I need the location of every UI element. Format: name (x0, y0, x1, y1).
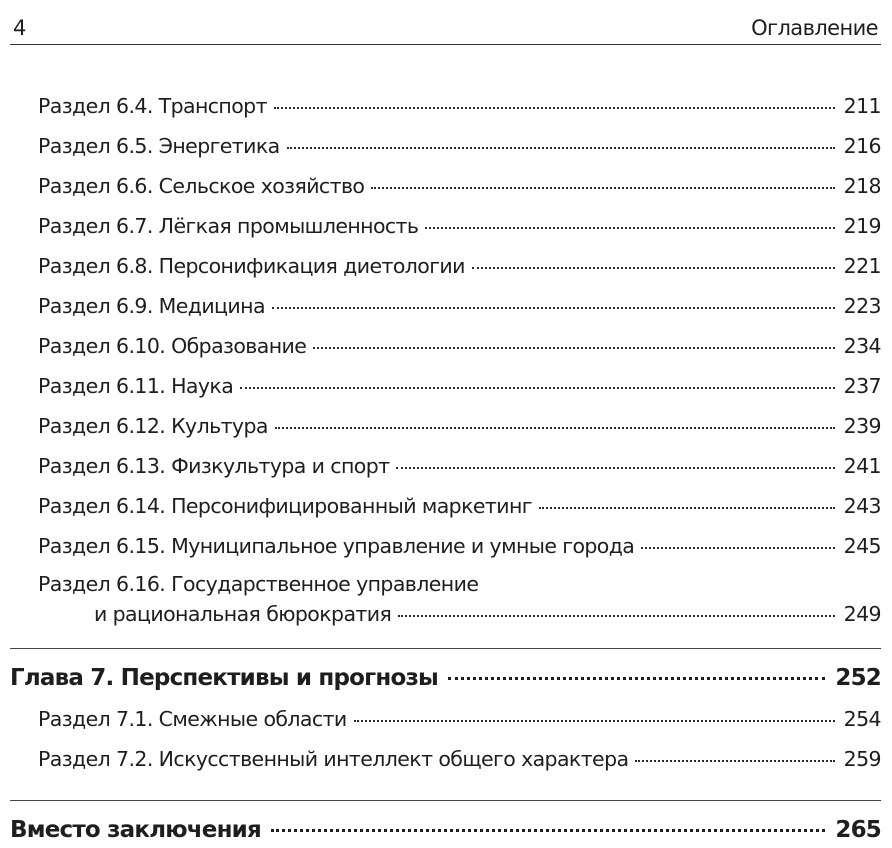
dot-leader (396, 467, 834, 469)
toc-entry-label: Раздел 7.1. Смежные области (38, 707, 347, 731)
dot-leader (313, 347, 834, 349)
toc-entry-label: Раздел 6.8. Персонификация диетологии (38, 254, 465, 278)
toc-entry[interactable] (38, 453, 881, 479)
conclusion-page: 265 (835, 817, 881, 843)
toc-entry-label: Раздел 6.10. Образование (38, 334, 307, 358)
chapter-entry[interactable] (10, 663, 881, 693)
toc-entry[interactable] (38, 706, 881, 732)
toc-entry[interactable] (38, 133, 881, 159)
toc-entry-page: 245 (843, 534, 881, 558)
chapter-divider (10, 800, 881, 801)
toc-entry-page: 239 (843, 414, 881, 438)
toc-entry-page: 234 (843, 334, 881, 358)
toc-entry-page: 241 (843, 454, 881, 478)
dot-leader (271, 829, 825, 832)
toc-entry-page: 211 (843, 94, 881, 118)
toc-entry[interactable] (38, 493, 881, 519)
toc-entry-page: 243 (843, 494, 881, 518)
toc-entry-label: Раздел 6.4. Транспорт (38, 94, 267, 118)
page-number: 4 (13, 16, 26, 40)
conclusion-label: Вместо заключения (10, 817, 261, 843)
dot-leader (425, 227, 834, 229)
dot-leader (398, 615, 834, 617)
chapter-page: 252 (835, 665, 881, 691)
toc-entry-label: Раздел 6.13. Физкультура и спорт (38, 454, 390, 478)
toc-entry[interactable] (38, 413, 881, 439)
dot-leader (641, 547, 834, 549)
conclusion-entry[interactable] (10, 815, 881, 845)
chapter-divider (10, 648, 881, 649)
toc-entry-page: 219 (843, 214, 881, 238)
dot-leader (240, 387, 834, 389)
toc-entry-label-line1: Раздел 6.16. Государственное управление (38, 572, 479, 596)
dot-leader (354, 720, 835, 722)
toc-entry-label: Раздел 6.14. Персонифицированный маркетинг (38, 494, 532, 518)
dot-leader (448, 677, 825, 680)
dot-leader (275, 427, 835, 429)
toc-entry[interactable] (38, 293, 881, 319)
page-header (10, 10, 881, 45)
toc-entry[interactable] (38, 93, 881, 119)
toc-entry-label: Раздел 6.11. Наука (38, 374, 234, 398)
toc-entry[interactable] (38, 746, 881, 772)
toc-entry[interactable] (38, 333, 881, 359)
toc-entry-page: 237 (843, 374, 881, 398)
toc-entry-label: Раздел 6.6. Сельское хозяйство (38, 174, 365, 198)
toc-entry-page: 254 (843, 707, 881, 731)
toc-entry-page: 216 (843, 134, 881, 158)
toc-entry[interactable] (38, 213, 881, 239)
dot-leader (272, 307, 835, 309)
toc-entry-label: Раздел 6.9. Медицина (38, 294, 265, 318)
toc-entry-label: Раздел 6.15. Муниципальное управление и умные города (38, 534, 635, 558)
dot-leader (539, 507, 835, 509)
toc-entry-label: Раздел 6.5. Энергетика (38, 134, 280, 158)
dot-leader (371, 187, 834, 189)
toc-entry-page: 259 (843, 747, 881, 771)
toc-entry-page: 249 (843, 602, 881, 626)
toc-entry-label: Раздел 6.7. Лёгкая промышленность (38, 214, 419, 238)
toc-entry-page: 223 (843, 294, 881, 318)
dot-leader (287, 147, 835, 149)
toc-entry-label: Раздел 7.2. Искусственный интеллект общего характера (38, 747, 629, 771)
dot-leader (472, 267, 835, 269)
toc-entry-label-line2: и рациональная бюрократия (94, 602, 392, 626)
toc-entry-page: 218 (843, 174, 881, 198)
dot-leader (635, 760, 834, 762)
running-title: Оглавление (751, 16, 878, 40)
toc-entry[interactable] (38, 373, 881, 399)
toc-entry[interactable] (38, 533, 881, 559)
toc-entry[interactable] (38, 173, 881, 199)
dot-leader (274, 107, 835, 109)
toc-entry-label: Раздел 6.12. Культура (38, 414, 268, 438)
toc-entry-page: 221 (843, 254, 881, 278)
toc-entry[interactable] (38, 253, 881, 279)
chapter-label: Глава 7. Перспективы и прогнозы (10, 665, 439, 691)
toc-entry-multiline[interactable] (38, 571, 881, 627)
